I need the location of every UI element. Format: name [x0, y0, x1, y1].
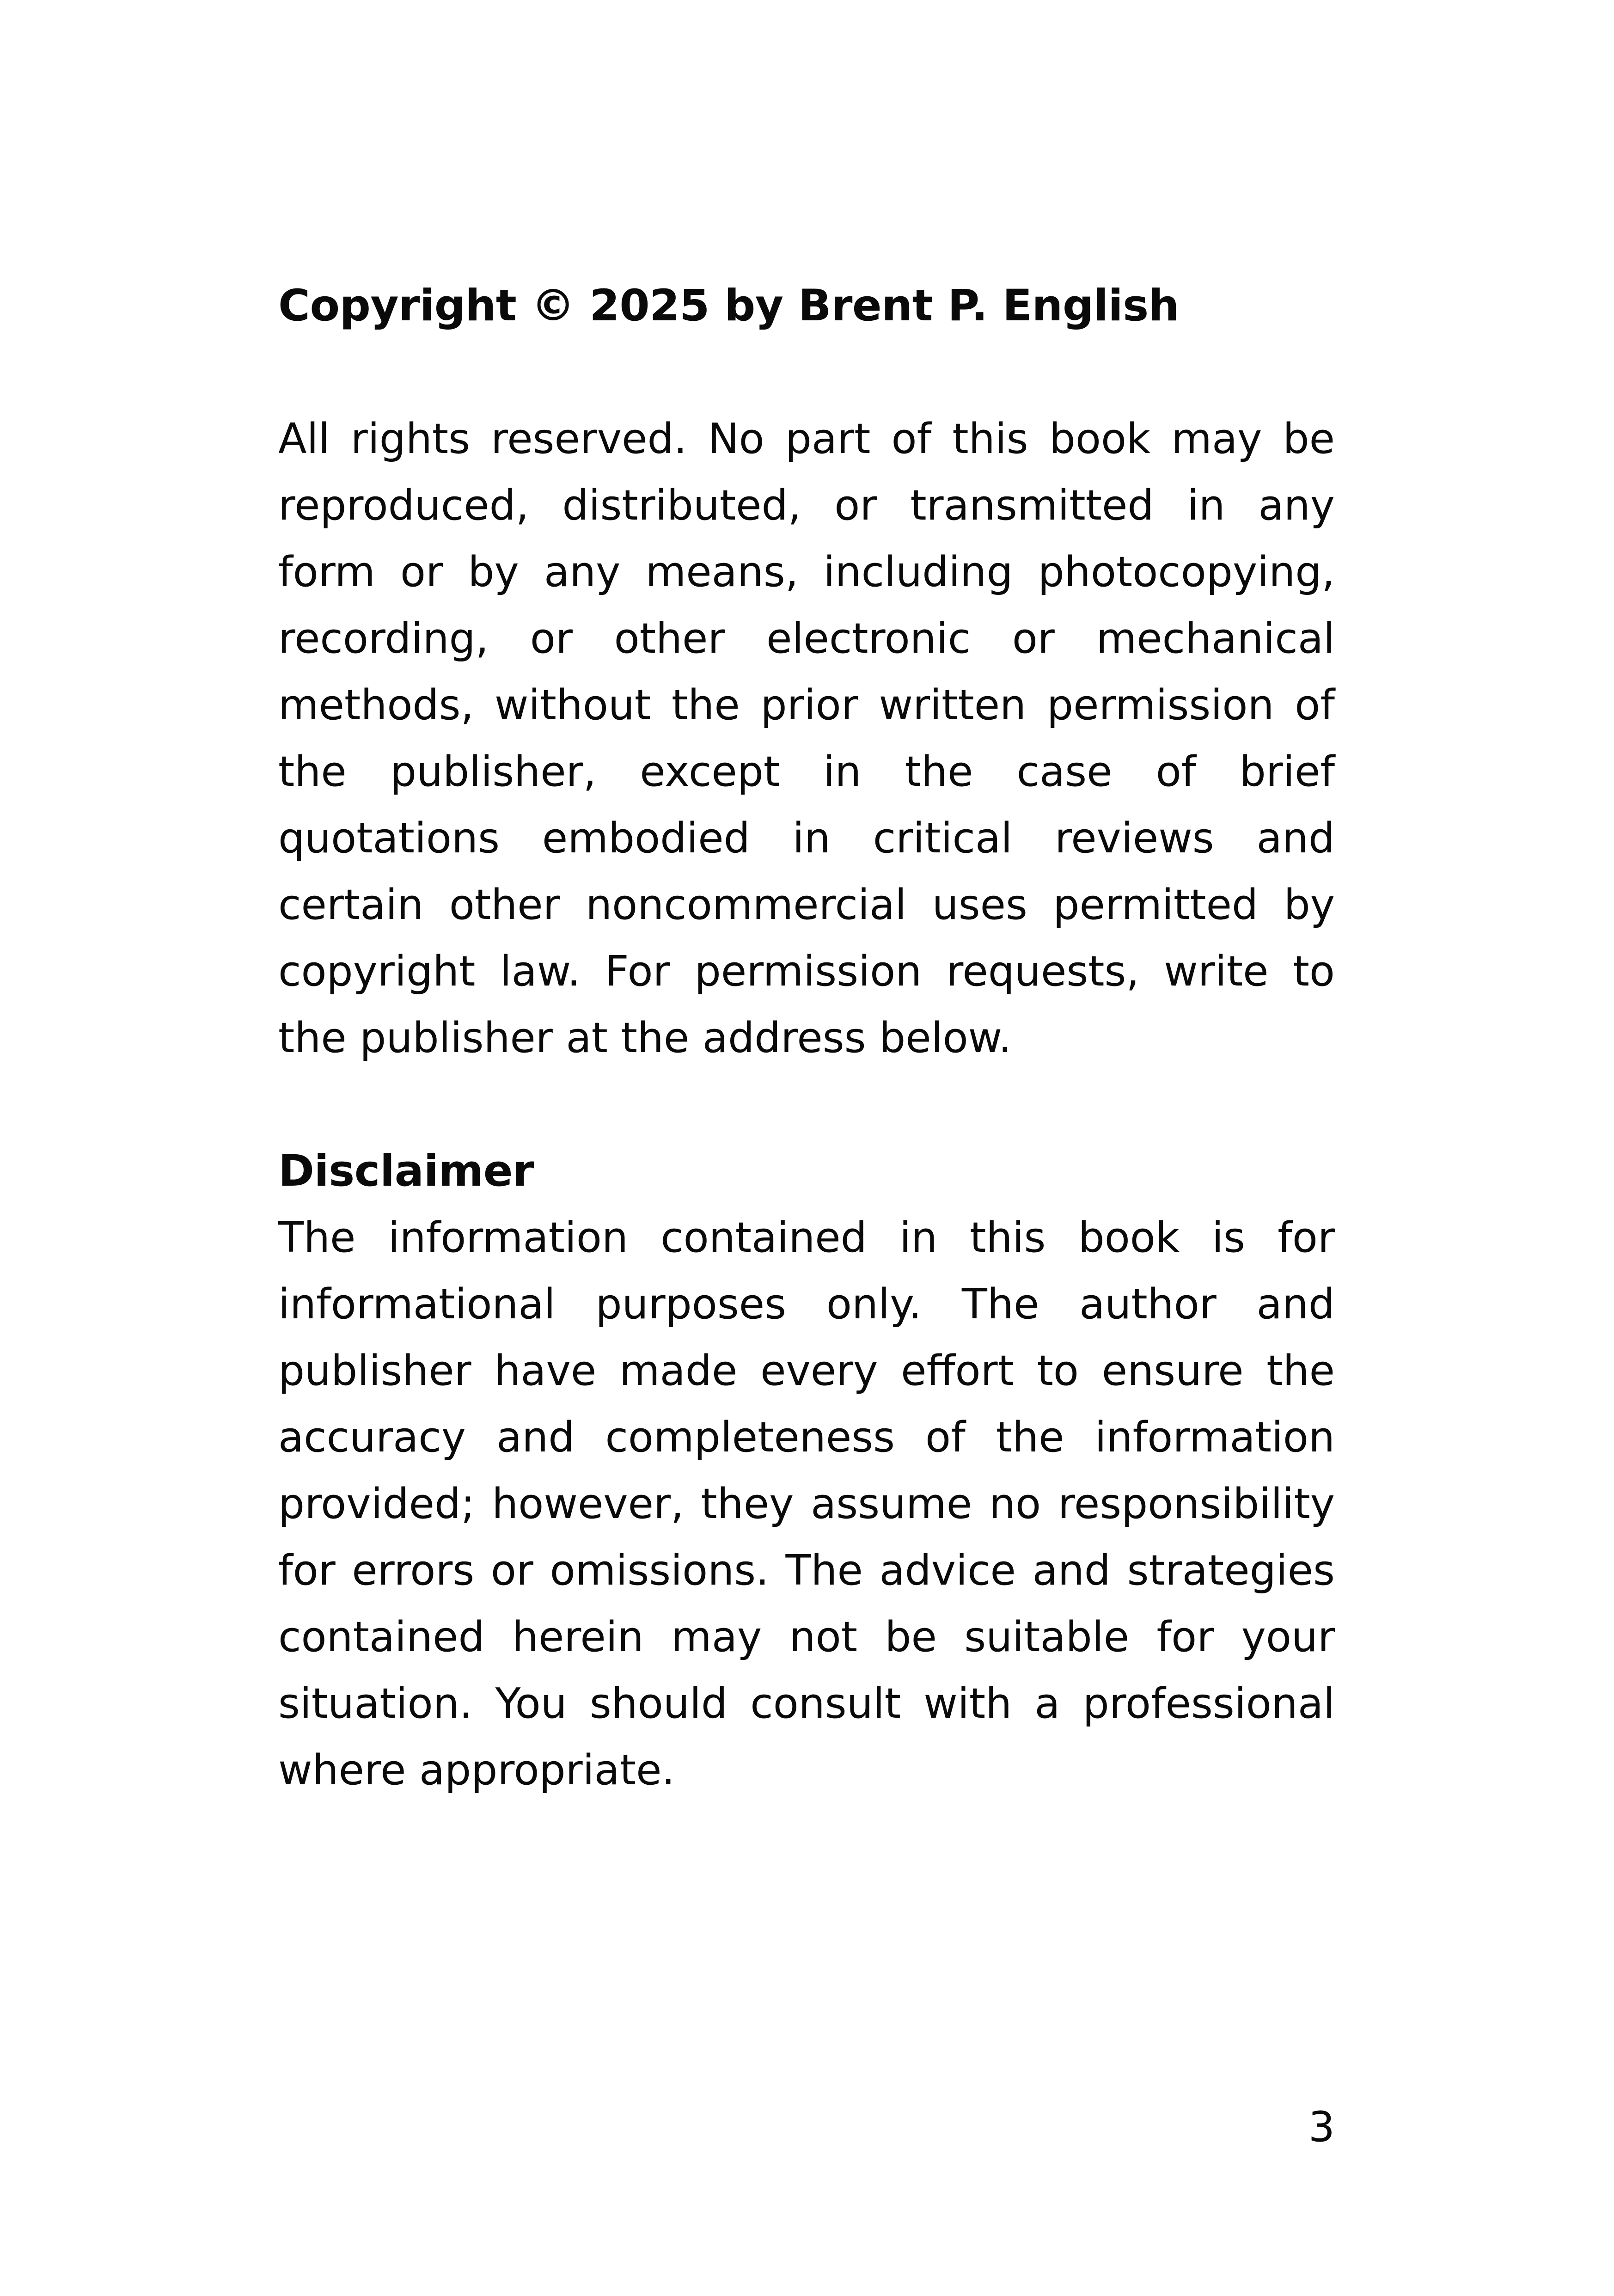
spacer [278, 339, 1335, 406]
disclaimer-body: The information contained in this book is for informational purposes only. The author and publisher have made every effort to ensure the accuracy and completeness of the information provided; however, they assume no responsibility for errors or omissions. The advice and strategies contained herein may not be suitable for your situation. You should consult with a professional where appropriate. [278, 1213, 1335, 1794]
disclaimer-heading: Disclaimer [278, 1146, 534, 1196]
page-content [278, 273, 1335, 1804]
copyright-body: All rights reserved. No part of this book may be reproduced, distributed, or transmitted in any form or by any means, including photocopying, recording, or other electronic or mechanical methods, without the prior written permission of the publisher, except in the case of brief quotations embodied in critical reviews and certain other noncommercial uses permitted by copyright law. For permission requests, write to the publisher at the address below. [278, 415, 1335, 1062]
spacer [278, 1071, 1335, 1138]
page-number: 3 [1308, 2103, 1335, 2151]
copyright-heading: Copyright © 2025 by Brent P. English [278, 281, 1180, 331]
